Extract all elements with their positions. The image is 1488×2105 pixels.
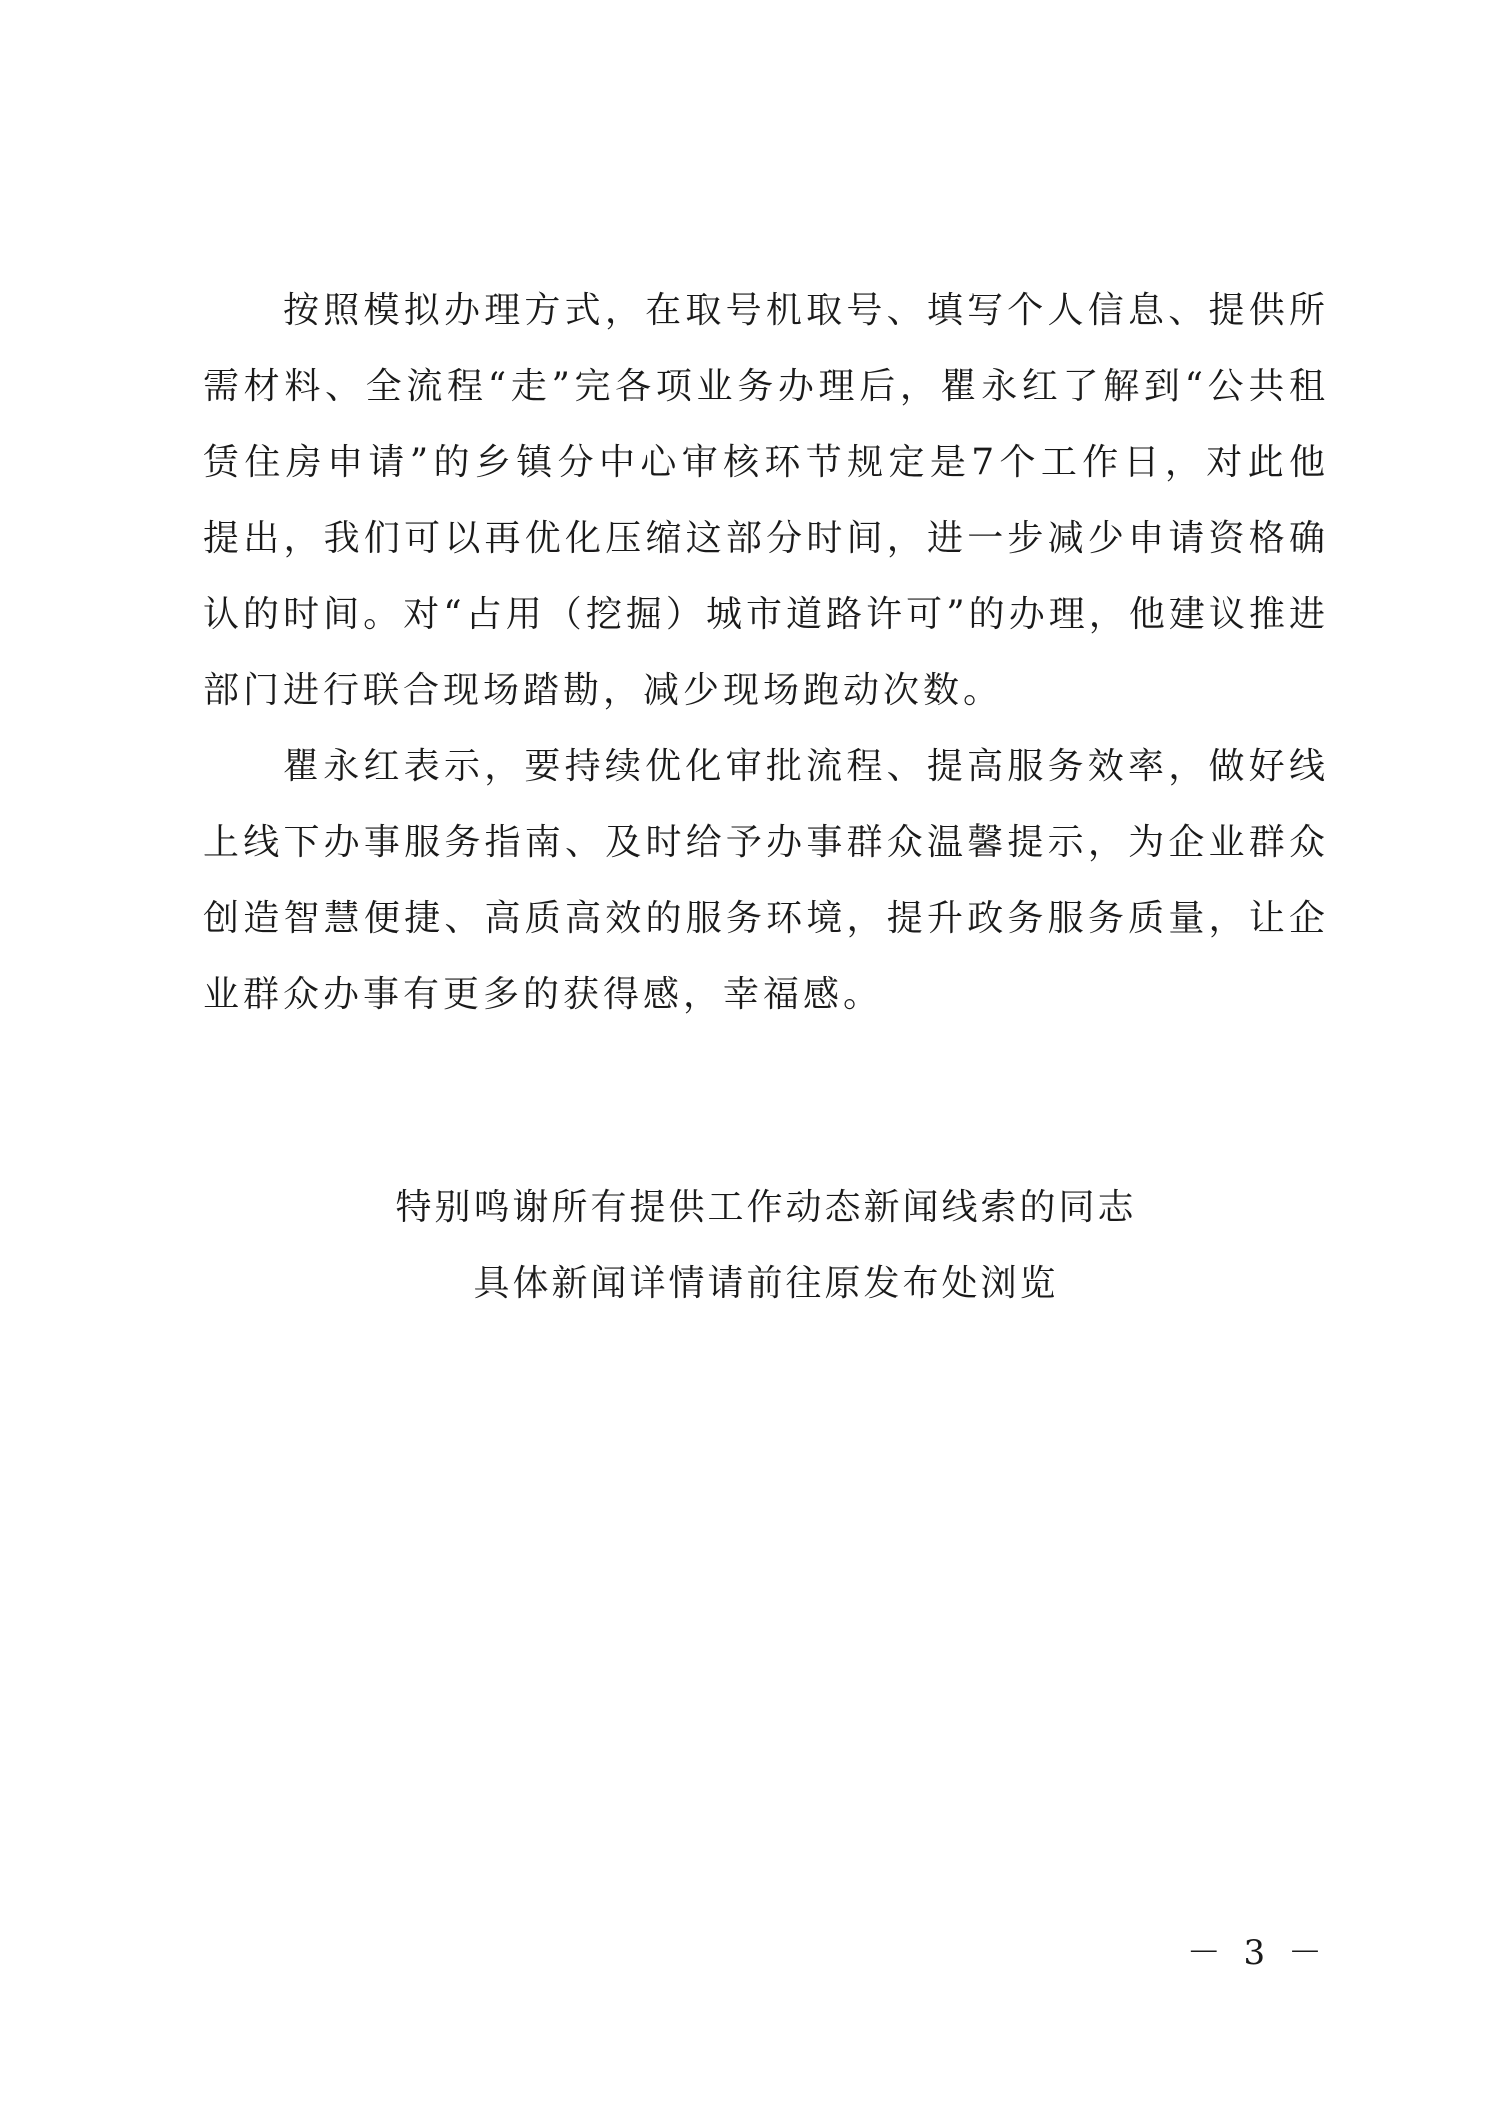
page-number: － 3 － xyxy=(1186,1933,1328,1973)
acknowledgement-block xyxy=(203,1170,1329,1322)
paragraph-simulated-processing: 按照模拟办理方式，在取号机取号、填写个人信息、提供所需材料、全流程“走”完各项业务办理后，瞿永红了解到“公共租赁住房申请”的乡镇分中心审核环节规定是7个工作日，对此他提出，我们可以再优化压缩这部分时间，进一步减少申请资格确认的时间。对“占用（挖掘）城市道路许可”的办理，他建议推进部门进行联合现场踏勘，减少现场跑动次数。 xyxy=(203,290,1329,711)
paragraph-optimization-statement: 瞿永红表示，要持续优化审批流程、提高服务效率，做好线上线下办事服务指南、及时给予办事群众温馨提示，为企业群众创造智慧便捷、高质高效的服务环境，提升政务服务质量，让企业群众办事有更多的获得感，幸福感。 xyxy=(203,746,1329,1015)
article-body xyxy=(203,273,1329,1033)
acknowledgement-browse-note: 具体新闻详情请前往原发布处浏览 xyxy=(473,1263,1059,1304)
acknowledgement-thanks: 特别鸣谢所有提供工作动态新闻线索的同志 xyxy=(395,1187,1137,1228)
